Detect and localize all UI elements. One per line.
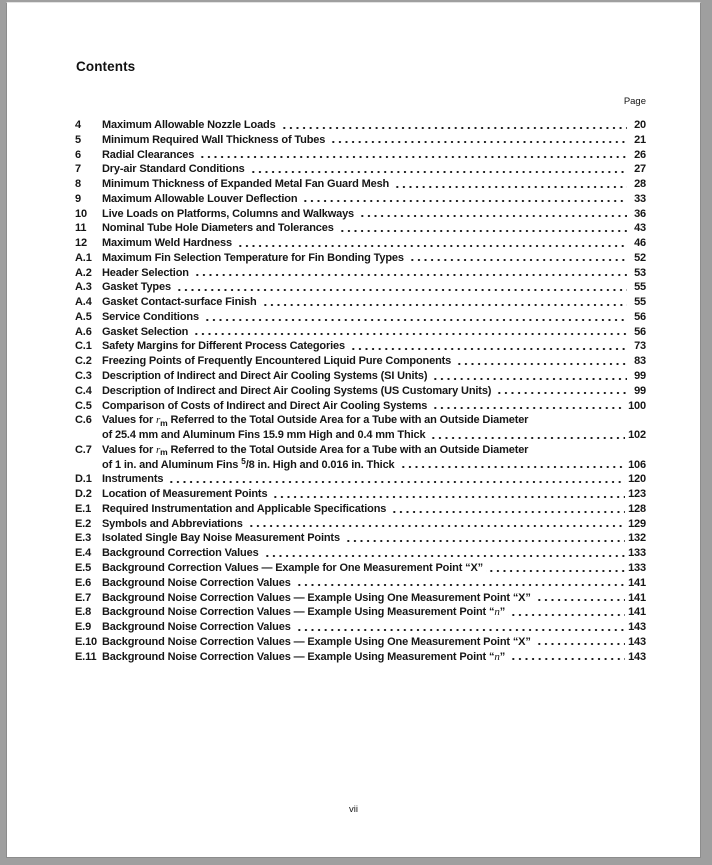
dot-leader: [260, 295, 627, 310]
entry-page-number: 46: [634, 237, 646, 250]
entry-number: E.1: [75, 502, 92, 515]
entry-page-number: 120: [628, 473, 646, 486]
toc-row: [75, 221, 646, 236]
toc-row: [75, 620, 646, 635]
entry-page-number: 53: [634, 266, 646, 279]
toc-row: [75, 207, 646, 222]
toc-row: [75, 133, 646, 148]
toc-row: [75, 251, 646, 266]
entry-page-number: 141: [628, 576, 646, 589]
dot-leader: [294, 620, 625, 635]
toc-row: [75, 576, 646, 591]
dot-leader: [392, 177, 627, 192]
entry-title: Service Conditions: [102, 310, 199, 323]
entry-number: E.11: [75, 650, 97, 663]
entry-page-number: 143: [628, 621, 646, 634]
dot-leader: [407, 251, 627, 266]
dot-leader: [494, 384, 627, 399]
entry-title: Isolated Single Bay Noise Measurement Points: [102, 532, 340, 545]
dot-leader: [430, 369, 627, 384]
entry-page-number: 26: [634, 148, 646, 161]
dot-leader: [357, 207, 627, 222]
entry-page-number: 56: [634, 310, 646, 323]
entry-number: C.1: [75, 340, 92, 353]
dot-leader: [534, 591, 625, 606]
dot-leader: [337, 221, 627, 236]
dot-leader: [294, 576, 625, 591]
toc-row: [75, 546, 646, 561]
footer-page-number: vii: [349, 804, 358, 815]
entry-number: C.5: [75, 399, 92, 412]
entry-title: Values for $r_m$ Referred to the Total Outside Area for a Tube with an Outside Diameter: [102, 414, 529, 428]
entry-number: 7: [75, 163, 81, 176]
entry-number: [75, 458, 102, 473]
dot-leader: [428, 428, 625, 443]
entry-page-number: 33: [634, 192, 646, 205]
entry-number: 4: [75, 119, 81, 131]
entry-page-number: 143: [628, 635, 646, 648]
subscript: m: [160, 417, 168, 428]
toc-row: [75, 443, 646, 458]
entry-page-number: 55: [634, 296, 646, 309]
entry-page-number: 128: [628, 502, 646, 515]
toc-row: [75, 354, 646, 369]
entry-page-number: 123: [628, 488, 646, 501]
entry-page-number: 100: [628, 399, 646, 412]
entry-title: Background Noise Correction Values: [102, 576, 291, 589]
toc-row: [75, 162, 646, 177]
entry-title: Background Correction Values — Example for One Measurement Point “X”: [102, 561, 484, 574]
entry-title: of 25.4 mm and Aluminum Fins 15.9 mm High and 0.4 mm Thick: [102, 429, 426, 442]
entry-page-number: 28: [634, 178, 646, 191]
toc-row: [75, 458, 646, 473]
toc-row: [75, 561, 646, 576]
spacer: [528, 443, 646, 458]
toc-row: [75, 517, 646, 532]
entry-number: 10: [75, 207, 87, 220]
dot-leader: [235, 236, 627, 251]
entry-number: 5: [75, 133, 81, 146]
dot-leader: [192, 266, 627, 281]
entry-title: Background Noise Correction Values — Example Using Measurement Point “n”: [102, 650, 506, 663]
toc-row: [75, 236, 646, 251]
entry-number: [75, 428, 102, 443]
entry-title: Background Noise Correction Values: [102, 621, 291, 634]
entry-number: E.9: [75, 621, 92, 634]
toc-row: [75, 472, 646, 487]
entry-title: Gasket Types: [102, 281, 171, 294]
dot-leader: [348, 339, 627, 354]
dot-leader: [398, 458, 626, 473]
entry-title: Safety Margins for Different Process Categories: [102, 340, 345, 353]
dot-leader: [191, 325, 627, 340]
entry-title: Location of Measurement Points: [102, 488, 268, 501]
entry-title: Background Noise Correction Values — Example Using Measurement Point “n”: [102, 606, 506, 619]
entry-page-number: 36: [634, 207, 646, 220]
entry-number: E.2: [75, 517, 92, 530]
toc-list: [75, 118, 646, 664]
toc-row: [75, 635, 646, 650]
toc-row: [75, 295, 646, 310]
entry-page-number: 133: [628, 547, 646, 560]
entry-number: 8: [75, 178, 81, 191]
toc-row: [75, 266, 646, 281]
dot-leader: [328, 133, 627, 148]
entry-page-number: 143: [628, 650, 646, 663]
entry-number: D.1: [75, 473, 92, 486]
entry-title: Background Noise Correction Values — Example Using One Measurement Point “X”: [102, 591, 531, 604]
dot-leader: [508, 605, 625, 620]
entry-page-number: 99: [634, 384, 646, 397]
toc-row: [75, 148, 646, 163]
entry-title: Comparison of Costs of Indirect and Direct Air Cooling Systems: [102, 399, 428, 412]
italic-symbol: n: [494, 650, 500, 663]
entry-title: of 1 in. and Aluminum Fins $^5$/8 in. High and 0.016 in. Thick: [102, 456, 395, 471]
contents-heading: Contents: [76, 59, 136, 74]
italic-symbol: r: [155, 443, 161, 456]
entry-page-number: 52: [634, 251, 646, 264]
dot-leader: [270, 487, 625, 502]
entry-page-number: 141: [628, 606, 646, 619]
entry-title: Gasket Contact-surface Finish: [102, 296, 257, 309]
entry-title: Live Loads on Platforms, Columns and Walkways: [102, 207, 355, 220]
dot-leader: [248, 162, 627, 177]
toc-row: [75, 591, 646, 606]
entry-number: E.7: [75, 591, 92, 604]
entry-number: 9: [75, 192, 81, 205]
entry-title: Required Instrumentation and Applicable Specifications: [102, 502, 387, 515]
subscript: m: [160, 447, 168, 458]
entry-title: Maximum Allowable Nozzle Loads: [102, 119, 276, 131]
entry-title: Header Selection: [102, 266, 189, 279]
entry-page-number: 21: [634, 133, 646, 146]
entry-title: Background Correction Values: [102, 547, 259, 560]
entry-page-number: 129: [628, 517, 646, 530]
dot-leader: [202, 310, 627, 325]
toc-row: [75, 399, 646, 414]
entry-title: Dry-air Standard Conditions: [102, 163, 245, 176]
entry-page-number: 133: [628, 561, 646, 574]
entry-page-number: 99: [634, 370, 646, 383]
entry-number: E.8: [75, 606, 92, 619]
toc-row: [75, 369, 646, 384]
dot-leader: [262, 546, 626, 561]
dot-leader: [389, 502, 625, 517]
entry-title: Values for $r_m$ Referred to the Total Outside Area for a Tube with an Outside Diameter: [102, 443, 529, 458]
toc-row: [75, 384, 646, 399]
entry-number: D.2: [75, 488, 92, 501]
entry-number: A.4: [75, 296, 92, 309]
entry-number: E.3: [75, 532, 92, 545]
entry-title: Instruments: [102, 473, 164, 486]
entry-number: C.7: [75, 443, 92, 456]
entry-number: A.1: [75, 251, 92, 264]
dot-leader: [300, 192, 627, 207]
entry-title: Freezing Points of Frequently Encountered Liquid Pure Components: [102, 355, 452, 368]
entry-page-number: 27: [634, 163, 646, 176]
toc-section: [75, 96, 646, 664]
entry-title: Maximum Weld Hardness: [102, 237, 232, 250]
toc-row: [75, 310, 646, 325]
entry-page-number: 55: [634, 281, 646, 294]
entry-title: Minimum Required Wall Thickness of Tubes: [102, 133, 326, 146]
page-column-label: Page: [623, 96, 646, 107]
toc-row: [75, 605, 646, 620]
italic-symbol: n: [494, 606, 500, 619]
entry-page-number: 83: [634, 355, 646, 368]
document-page: [6, 2, 701, 858]
toc-row: [75, 487, 646, 502]
entry-title: Description of Indirect and Direct Air Cooling Systems (US Customary Units): [102, 384, 492, 397]
entry-number: 6: [75, 148, 81, 161]
toc-row: [75, 428, 646, 443]
entry-page-number: 20: [634, 119, 646, 131]
dot-leader: [166, 472, 625, 487]
entry-page-number: 43: [634, 222, 646, 235]
entry-title: Background Noise Correction Values — Example Using One Measurement Point “X”: [102, 635, 531, 648]
dot-leader: [486, 561, 625, 576]
toc-row: [75, 280, 646, 295]
dot-leader: [279, 118, 627, 133]
toc-row: [75, 118, 646, 133]
entry-page-number: 102: [628, 429, 646, 442]
entry-title: Gasket Selection: [102, 325, 189, 338]
entry-number: A.6: [75, 325, 92, 338]
toc-row: [75, 325, 646, 340]
entry-number: A.2: [75, 266, 92, 279]
entry-page-number: 141: [628, 591, 646, 604]
entry-title: Symbols and Abbreviations: [102, 517, 243, 530]
toc-row: [75, 413, 646, 428]
entry-page-number: 73: [634, 340, 646, 353]
entry-title: Description of Indirect and Direct Air Cooling Systems (SI Units): [102, 370, 428, 383]
dot-leader: [454, 354, 627, 369]
dot-leader: [343, 531, 625, 546]
entry-number: 12: [75, 237, 87, 250]
dot-leader: [508, 650, 625, 665]
entry-number: C.2: [75, 355, 92, 368]
entry-number: C.6: [75, 414, 92, 427]
dot-leader: [197, 148, 627, 163]
toc-row: [75, 192, 646, 207]
entry-number: C.4: [75, 384, 92, 397]
dot-leader: [174, 280, 627, 295]
entry-number: E.5: [75, 561, 92, 574]
entry-page-number: 56: [634, 325, 646, 338]
dot-leader: [430, 399, 625, 414]
entry-title: Minimum Thickness of Expanded Metal Fan Guard Mesh: [102, 178, 390, 191]
entry-title: Nominal Tube Hole Diameters and Tolerances: [102, 222, 334, 235]
toc-row: [75, 502, 646, 517]
superscript: 5: [241, 456, 246, 467]
entry-number: 11: [75, 222, 87, 235]
entry-title: Maximum Fin Selection Temperature for Fin Bonding Types: [102, 251, 404, 264]
dot-leader: [246, 517, 625, 532]
toc-row: [75, 339, 646, 354]
toc-row: [75, 650, 646, 665]
spacer: [528, 413, 646, 428]
entry-number: E.10: [75, 635, 98, 648]
entry-number: A.5: [75, 310, 92, 323]
dot-leader: [534, 635, 625, 650]
entry-number: A.3: [75, 281, 92, 294]
entry-number: E.4: [75, 547, 92, 560]
toc-row: [75, 531, 646, 546]
italic-symbol: r: [155, 414, 161, 427]
entry-title: Maximum Allowable Louver Deflection: [102, 192, 298, 205]
entry-number: C.3: [75, 370, 92, 383]
entry-page-number: 106: [628, 458, 646, 471]
toc-row: [75, 177, 646, 192]
entry-number: E.6: [75, 576, 92, 589]
entry-page-number: 132: [628, 532, 646, 545]
entry-title: Radial Clearances: [102, 148, 195, 161]
